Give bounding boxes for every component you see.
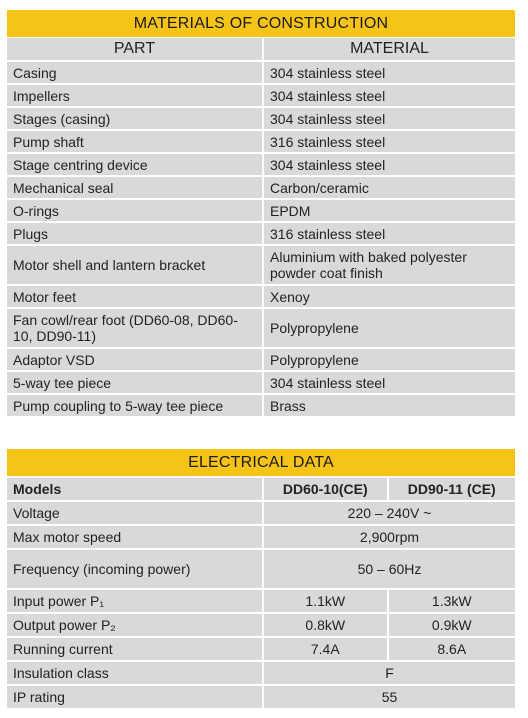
part-cell: O-rings (7, 200, 262, 221)
materials-header-row (7, 38, 515, 60)
table-row (7, 200, 515, 221)
speed-label: Max motor speed (7, 526, 262, 548)
part-cell: Stage centring device (7, 154, 262, 175)
ip-rating-value: 55 (262, 686, 515, 708)
material-cell: Polypropylene (262, 349, 515, 370)
part-cell: Mechanical seal (7, 177, 262, 198)
electrical-table (7, 476, 515, 710)
voltage-label: Voltage (7, 502, 262, 524)
running-current-b: 8.6A (387, 638, 515, 660)
table-row (7, 177, 515, 198)
header-part: PART (7, 38, 262, 60)
input-power-label: Input power P₁ (7, 590, 262, 612)
material-cell: Carbon/ceramic (262, 177, 515, 198)
material-cell: 304 stainless steel (262, 62, 515, 83)
model-b-label: DD90-11 (CE) (387, 478, 515, 500)
models-label: Models (7, 478, 262, 500)
material-cell: 316 stainless steel (262, 131, 515, 152)
models-header-row (7, 478, 515, 500)
running-current-label: Running current (7, 638, 262, 660)
part-cell: Stages (casing) (7, 108, 262, 129)
part-cell: Casing (7, 62, 262, 83)
table-row (7, 62, 515, 83)
table-row (7, 108, 515, 129)
material-cell: 316 stainless steel (262, 223, 515, 244)
input-power-row (7, 590, 515, 612)
table-row (7, 372, 515, 393)
input-power-a: 1.1kW (262, 590, 387, 612)
voltage-value: 220 – 240V ~ (262, 502, 515, 524)
table-row (7, 246, 515, 284)
header-material: MATERIAL (262, 38, 515, 60)
electrical-title: ELECTRICAL DATA (7, 449, 515, 476)
material-cell: 304 stainless steel (262, 85, 515, 106)
material-cell: 304 stainless steel (262, 154, 515, 175)
input-power-b: 1.3kW (387, 590, 515, 612)
materials-title: MATERIALS OF CONSTRUCTION (7, 10, 515, 37)
frequency-value: 50 – 60Hz (262, 550, 515, 588)
table-row (7, 85, 515, 106)
frequency-row (7, 550, 515, 588)
table-row (7, 349, 515, 370)
table-row (7, 309, 515, 347)
insulation-value: F (262, 662, 515, 684)
material-cell: EPDM (262, 200, 515, 221)
part-cell: Fan cowl/rear foot (DD60-08, DD60-10, DD90-11) (7, 309, 262, 347)
material-cell: 304 stainless steel (262, 108, 515, 129)
output-power-row (7, 614, 515, 636)
running-current-row (7, 638, 515, 660)
materials-table (7, 36, 515, 418)
table-row (7, 395, 515, 416)
part-cell: Pump shaft (7, 131, 262, 152)
table-row (7, 223, 515, 244)
material-cell: Brass (262, 395, 515, 416)
output-power-a: 0.8kW (262, 614, 387, 636)
part-cell: 5-way tee piece (7, 372, 262, 393)
material-cell: Aluminium with baked polyester powder coat finish (262, 246, 515, 284)
speed-row (7, 526, 515, 548)
part-cell: Motor shell and lantern bracket (7, 246, 262, 284)
insulation-row (7, 662, 515, 684)
part-cell: Plugs (7, 223, 262, 244)
model-a-label: DD60-10(CE) (262, 478, 387, 500)
frequency-label: Frequency (incoming power) (7, 550, 262, 588)
table-row (7, 286, 515, 307)
voltage-row (7, 502, 515, 524)
speed-value: 2,900rpm (262, 526, 515, 548)
running-current-a: 7.4A (262, 638, 387, 660)
part-cell: Adaptor VSD (7, 349, 262, 370)
material-cell: Polypropylene (262, 309, 515, 347)
insulation-label: Insulation class (7, 662, 262, 684)
table-row (7, 154, 515, 175)
ip-rating-row (7, 686, 515, 708)
table-row (7, 131, 515, 152)
output-power-b: 0.9kW (387, 614, 515, 636)
material-cell: Xenoy (262, 286, 515, 307)
part-cell: Impellers (7, 85, 262, 106)
part-cell: Motor feet (7, 286, 262, 307)
output-power-label: Output power P₂ (7, 614, 262, 636)
ip-rating-label: IP rating (7, 686, 262, 708)
material-cell: 304 stainless steel (262, 372, 515, 393)
part-cell: Pump coupling to 5-way tee piece (7, 395, 262, 416)
